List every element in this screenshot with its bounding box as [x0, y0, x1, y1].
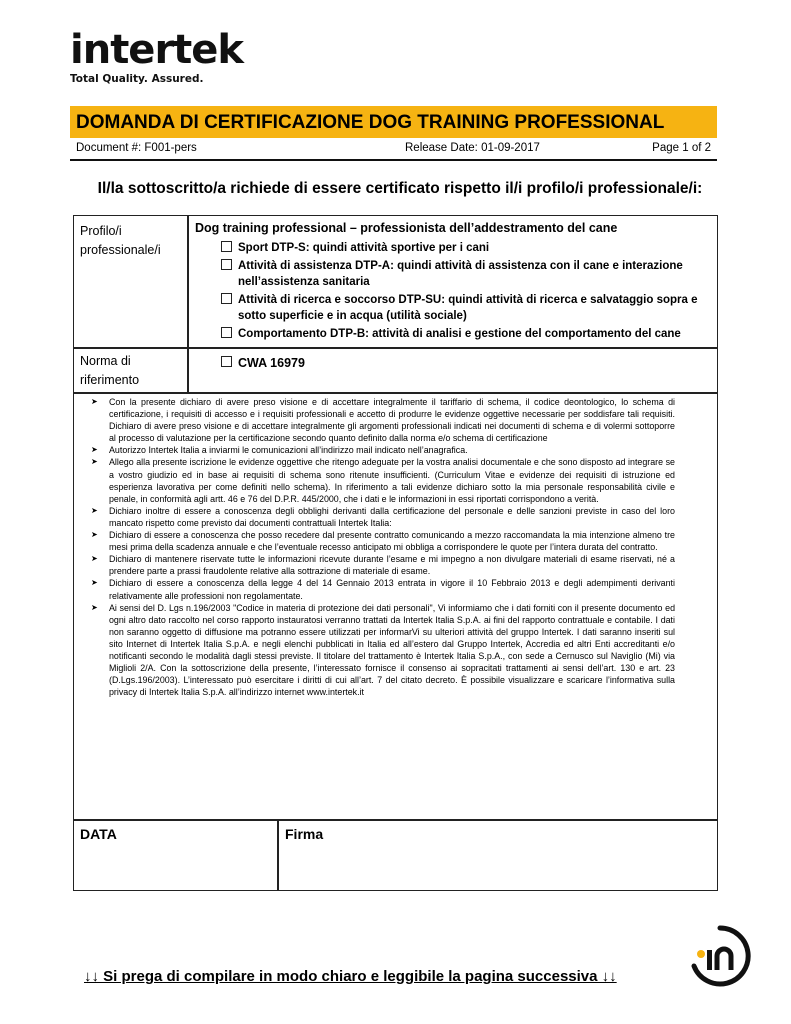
arrowhead-bullet-icon: ➤ — [91, 602, 98, 612]
profile-label: Profilo/i professionale/i — [80, 224, 161, 257]
arrowhead-bullet-icon: ➤ — [91, 554, 98, 564]
declarations-list — [91, 396, 675, 698]
signature-field[interactable] — [280, 846, 716, 889]
intertek-logo — [70, 27, 244, 85]
arrowhead-bullet-icon: ➤ — [91, 578, 98, 588]
header-rule — [70, 159, 717, 161]
declaration-item: ➤ Ai sensi del D. Lgs n.196/2003 "Codice in materia di protezione dei dati personali", Vi informiamo che i dati forniti con il presente documento ed ogni altro dato raccolto nel corso rapporto instauratosi verranno trattati da Intertek Italia S.p.A. ai fini del rapporto contrattuale e contabile. I dati non saranno oggetto di diffusione ma potranno essere utilizzati per informarVi su ulteriori attività del gruppo Intertek. I dati saranno inseriti sul sito Internet di Intertek Italia S.p.A. e negli elenchi pubblicati in Italia ed all’estero dal Gruppo Intertek, Accredia ed altri Enti accreditanti e/o notificanti secondo le modalità dagli stessi previste. Il titolare del trattamento è Intertek Italia S.p.A., con sede a Cernusco sul Naviglio (Mi) via Miglioli 2/A. Con la sottoscrizione della presente, l’interessato fornisce il consenso ai sopracitati trattamenti ai sensi dell’art. 130 e art. 23 (D.Lgs.196/2003). L’interessato può esercitare i diritti di cui all’art. 7 del citato decreto. È possibile visualizzare e scaricare l’informativa sulla privacy di Intertek Italia S.p.A. all’indirizzo internet www.intertek.it — [91, 602, 675, 698]
arrowhead-bullet-icon: ➤ — [91, 457, 98, 467]
release-date: Release Date: 01-09-2017 — [405, 142, 540, 154]
arrowhead-bullet-icon: ➤ — [91, 530, 98, 540]
date-signature-divider — [277, 820, 279, 891]
empty-checkbox-icon[interactable] — [221, 241, 232, 252]
declaration-item: ➤ Dichiaro inoltre di essere a conoscenza degli obblighi derivanti dalla certificazione del personale e delle sanzioni previste in caso del loro mancato rispetto come previsto dai documenti contrattuali Intertek Italia: — [91, 505, 675, 528]
profile-option-assistenza[interactable]: Attività di assistenza DTP-A: quindi attività di assistenza con il cane e interazione nell’assistenza sanitaria — [238, 258, 712, 290]
logo-wordmark: intertek — [70, 27, 244, 73]
profile-option-comportamento[interactable]: Comportamento DTP-B: attività di analisi e gestione del comportamento del cane — [238, 326, 714, 342]
empty-checkbox-icon[interactable] — [221, 259, 232, 270]
intertek-in-badge-icon — [688, 924, 752, 988]
declaration-item: ➤ Con la presente dichiaro di avere preso visione e di accettare integralmente il tariffario di schema, il codice deontologico, lo schema di certificazione, i requisiti di accesso e i requisiti professionali e accetto di produrre le evidenze oggettive necessarie per soddisfare tali requisiti. Dichiaro di avere preso visione e di accettare integralmente gli argomenti professionali indicati nei documenti di schema e di volermi sottoporre al processo di valutazione per la certificazione secondo quanto definito dalla norma e/o schema di certificazione — [91, 397, 675, 444]
arrowhead-bullet-icon: ➤ — [91, 397, 98, 406]
profile-option-ricerca[interactable]: Attività di ricerca e soccorso DTP-SU: quindi attività di ricerca e salvataggio sopra e sotto superficie e in acqua (utilità sociale) — [238, 292, 712, 324]
page-number: Page 1 of 2 — [652, 142, 711, 154]
declaration-item: ➤ Allego alla presente iscrizione le evidenze oggettive che ritengo adeguate per la vostra analisi documentale e che sono disposto ad integrare se a vostro giudizio ed in base ai requisiti di schema sono ritenute insufficienti. (Curriculum Vitae e evidenze dei requisiti di istruzione ed esperienza lavorativa per come definiti nello schema). In riferimento a tali evidenze dichiaro sotto la mia personale responsabilità civile e penale, in conformità agli artt. 46 e 76 del D.P.R. 445/2000, che i dati e le informazioni in essi riportati corrispondono a verità. — [91, 457, 675, 504]
document-title: DOMANDA DI CERTIFICAZIONE DOG TRAINING PROFESSIONAL — [76, 112, 665, 133]
title-band — [70, 106, 717, 138]
date-field[interactable] — [75, 846, 275, 889]
arrowhead-bullet-icon: ➤ — [91, 505, 98, 515]
norm-option-cwa[interactable]: CWA 16979 — [238, 355, 538, 371]
column-divider — [187, 215, 189, 393]
declaration-item: ➤ Dichiaro di essere a conoscenza della legge 4 del 14 Gennaio 2013 entrata in vigore il 10 Febbraio 2013 e degli adempimenti derivanti relativamente alle professioni non regolamentate. — [91, 578, 675, 601]
document-info-line — [70, 140, 717, 158]
empty-checkbox-icon[interactable] — [221, 327, 232, 338]
intro-heading: Il/la sottoscritto/a richiede di essere certificato rispetto il/i profilo/i professionale/i: — [97, 180, 703, 197]
document-number: Document #: F001-pers — [76, 142, 197, 154]
empty-checkbox-icon[interactable] — [221, 293, 232, 304]
profile-heading: Dog training professional – professionista dell’addestramento del cane — [195, 221, 618, 235]
signature-label: Firma — [285, 826, 324, 842]
row-divider-norm — [73, 392, 718, 394]
row-divider-profile — [73, 347, 718, 349]
empty-checkbox-icon[interactable] — [221, 356, 232, 367]
profile-option-sport[interactable]: Sport DTP-S: quindi attività sportive per i cani — [238, 240, 710, 256]
footer-instruction: ↓↓ Si prega di compilare in modo chiaro e leggibile la pagina successiva ↓↓ — [84, 968, 617, 985]
declaration-item: ➤ Dichiaro di essere a conoscenza che posso recedere dal presente contratto comunicando a mezzo raccomandata la mia intenzione almeno tre mesi prima della scadenza annuale e che l’eventuale recesso anticipato mi obbliga a corrispondere le quote per l’intera durata del contratto. — [91, 530, 675, 553]
logo-tagline: Total Quality. Assured. — [70, 73, 204, 85]
norm-label: Norma di riferimento — [80, 354, 140, 387]
date-label: DATA — [80, 826, 117, 842]
declaration-item: ➤ Dichiaro di mantenere riservate tutte le informazioni ricevute durante l’esame e mi impegno a non divulgare materiali di esame riservati, né a prendere parte a prassi fraudolente relative alla sottrazione di materiale di esame. — [91, 554, 675, 577]
declaration-item: ➤ Autorizzo Intertek Italia a inviarmi le comunicazioni all’indirizzo mail indicato nell’anagrafica. — [91, 445, 468, 456]
arrowhead-bullet-icon: ➤ — [91, 445, 98, 455]
